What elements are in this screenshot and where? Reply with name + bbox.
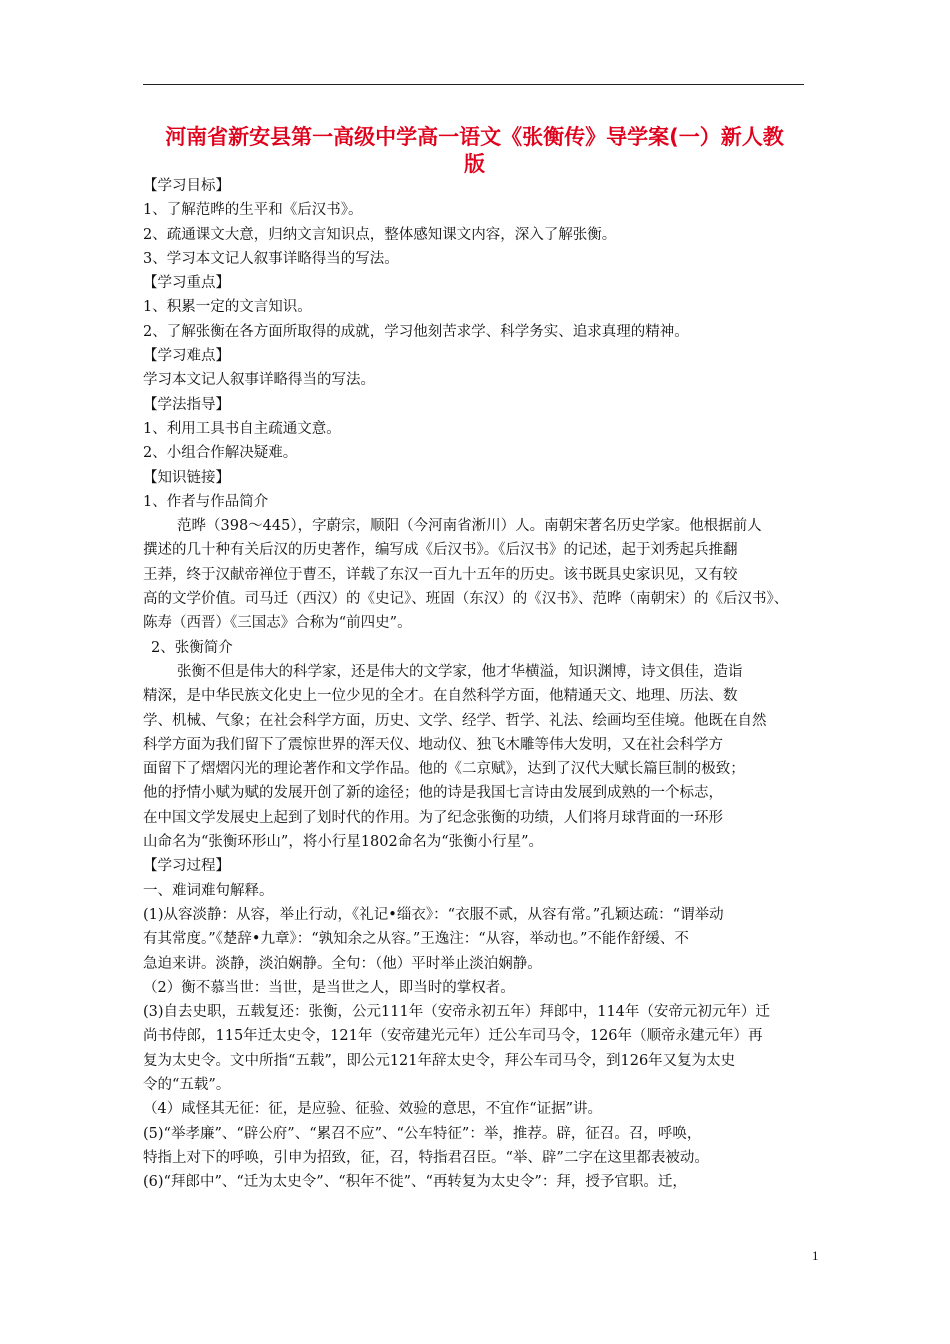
text-line: 【学习重点】 bbox=[143, 275, 230, 292]
text-line: 2、小组合作解决疑难。 bbox=[143, 445, 298, 462]
text-line: 1、利用工具书自主疏通文意。 bbox=[143, 420, 341, 437]
text-line: 【学习难点】 bbox=[143, 348, 230, 365]
text-line: 2、张衡简介 bbox=[151, 639, 233, 656]
text-line: (3)自去史职，五载复还：张衡，公元111年（安帝永初五年）拜郎中，114年（安帝元初元年）迁 bbox=[143, 1004, 770, 1021]
title-line-2: 版 bbox=[464, 152, 485, 176]
title-line-1: 河南省新安县第一高级中学高一语文《张衡传》导学案(一）新人教 bbox=[165, 125, 784, 149]
text-line: 复为太史令。文中所指“五载”，即公元121年辞太史令，拜公车司马令，到126年又复为太史 bbox=[143, 1052, 736, 1069]
text-line: 【学习目标】 bbox=[143, 178, 230, 194]
text-line: 2、疏通课文大意，归纳文言知识点，整体感知课文内容，深入了解张衡。 bbox=[143, 226, 617, 243]
text-line: 2、了解张衡在各方面所取得的成就，学习他刻苦求学、科学务实、追求真理的精神。 bbox=[143, 323, 689, 340]
text-line: 一、难词难句解释。 bbox=[143, 882, 274, 899]
text-line: 他的抒情小赋为赋的发展开创了新的途径；他的诗是我国七言诗由发展到成熟的一个标志， bbox=[143, 785, 723, 802]
text-line: （2）衡不慕当世：当世，是当世之人，即当时的掌权者。 bbox=[143, 979, 515, 996]
header-rule bbox=[143, 84, 804, 85]
text-line: 高的文学价值。司马迁（西汉）的《史记》、班固（东汉）的《汉书》、范晔（南朝宋）的《后汉书》、 bbox=[143, 591, 789, 608]
text-line: 令的“五载”。 bbox=[143, 1076, 231, 1093]
text-line: 【知识链接】 bbox=[143, 469, 230, 486]
text-line: 学习本文记人叙事详略得当的写法。 bbox=[143, 372, 375, 389]
text-line: 科学方面为我们留下了震惊世界的浑天仪、地动仪、独飞木雕等伟大发明，又在社会科学方 bbox=[143, 736, 723, 753]
text-line: 陈寿（西晋）《三国志》合称为“前四史”。 bbox=[143, 615, 412, 632]
text-line: 尚书侍郎，115年迁太史令，121年（安帝建光元年）迁公车司马令，126年（顺帝永建元年）再 bbox=[143, 1028, 763, 1045]
text-line: 【学法指导】 bbox=[143, 396, 230, 413]
text-line: 面留下了熠熠闪光的理论著作和文学作品。他的《二京赋》，达到了汉代大赋长篇巨制的极致； bbox=[143, 761, 745, 778]
text-line: (5)“举孝廉”、“辟公府”、“累召不应”、“公车特征”：举，推荐。辟，征召。召，呼唤， bbox=[143, 1125, 702, 1142]
document-body bbox=[143, 174, 813, 1194]
text-line: 3、学习本文记人叙事详略得当的写法。 bbox=[143, 250, 399, 267]
text-line: (6)“拜郎中”、“迁为太史令”、“积年不徙”、“再转复为太史令”：拜，授予官职。迁， bbox=[143, 1174, 687, 1191]
text-line: 撰述的几十种有关后汉的历史著作，编写成《后汉书》。《后汉书》的记述，起于刘秀起兵推翻 bbox=[143, 542, 738, 559]
text-line: 1、了解范晔的生平和《后汉书》。 bbox=[143, 202, 363, 219]
text-line: 范晔（398～445），字蔚宗，顺阳（今河南省淅川）人。南朝宋著名历史学家。他根据前人 bbox=[177, 518, 762, 535]
document-title bbox=[143, 124, 806, 178]
text-line: 【学习过程】 bbox=[143, 858, 230, 875]
text-line: 1、积累一定的文言知识。 bbox=[143, 299, 312, 316]
text-line: 特指上对下的呼唤，引申为招致，征，召，特指君召臣。“举、辟”二字在这里都表被动。 bbox=[143, 1149, 709, 1166]
text-line: (1)从容淡静：从容，举止行动，《礼记•缁衣》：“衣服不贰，从容有常。”孔颖达疏：“谓举动 bbox=[143, 906, 724, 923]
page-number: 1 bbox=[812, 1248, 819, 1263]
text-line: 精深，是中华民族文化史上一位少见的全才。在自然科学方面，他精通天文、地理、历法、数 bbox=[143, 688, 738, 705]
text-line: 山命名为“张衡环形山”，将小行星1802命名为“张衡小行星”。 bbox=[143, 834, 544, 851]
text-line: 有其常度。”《楚辞•九章》：“孰知余之从容。”王逸注：“从容，举动也。”不能作舒缓、不 bbox=[143, 931, 689, 948]
text-line: 张衡不但是伟大的科学家，还是伟大的文学家，他才华横溢，知识渊博，诗文俱佳，造诣 bbox=[177, 663, 743, 680]
text-line: 在中国文学发展史上起到了划时代的作用。为了纪念张衡的功绩，人们将月球背面的一环形 bbox=[143, 809, 723, 826]
text-line: 学、机械、气象；在社会科学方面，历史、文学、经学、哲学、礼法、绘画均至佳境。他既在自然 bbox=[143, 712, 767, 729]
text-line: 1、作者与作品简介 bbox=[143, 493, 269, 510]
text-line: 急迫来讲。淡静，淡泊娴静。全句：（他）平时举止淡泊娴静。 bbox=[143, 955, 542, 972]
text-line: 王莽，终于汉献帝禅位于曹丕，详载了东汉一百九十五年的历史。该书既具史家识见，又有较 bbox=[143, 566, 738, 583]
text-line: （4）咸怪其无征：征，是应验、征验、效验的意思，不宜作“证据”讲。 bbox=[143, 1101, 603, 1118]
